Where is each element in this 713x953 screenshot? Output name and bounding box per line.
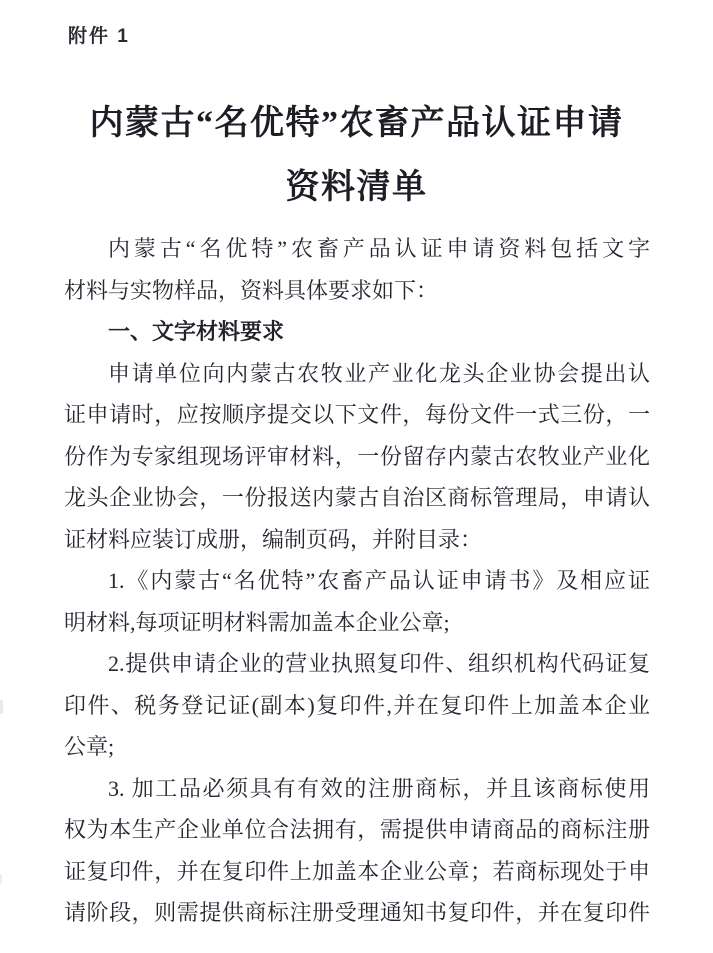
scan-artifact (0, 874, 2, 884)
scan-artifact (0, 700, 3, 714)
section-heading: 一、文字材料要求 (108, 319, 285, 344)
list-item-3-line: 请阶段，则需提供商标注册受理通知书复印件，并在复印件 (64, 900, 650, 925)
list-item-3-line: 权为本生产企业单位合法拥有，需提供申请商品的商标注册 (64, 817, 650, 842)
list-item-2-line: 公章; (64, 734, 115, 759)
intro-line: 内蒙古“名优特”农畜产品认证申请资料包括文字 (108, 236, 650, 261)
attachment-label: 附件 1 (68, 26, 130, 47)
body-line: 证材料应装订成册，编制页码，并附目录： (64, 526, 483, 552)
body-line: 龙头企业协会，一份报送内蒙古自治区商标管理局，申请认 (64, 485, 650, 510)
body-line: 申请单位向内蒙古农牧业产业化龙头企业协会提出认 (108, 360, 650, 386)
list-item-1-line: 1.《内蒙古“名优特”农畜产品认证申请书》及相应证 (108, 568, 650, 593)
body-line: 证申请时，应按顺序提交以下文件，每份文件一式三份，一 (64, 402, 650, 427)
document-title-line-1: 内蒙古“名优特”农畜产品认证申请 (89, 105, 624, 142)
list-item-3-line: 3. 加工品必须具有有效的注册商标，并且该商标使用 (108, 775, 650, 801)
document-title-line-2: 资料清单 (285, 169, 428, 206)
intro-line: 材料与实物样品，资料具体要求如下： (64, 277, 439, 303)
document-body (64, 228, 650, 934)
list-item-3-line: 证复印件，并在复印件上加盖本企业公章；若商标现处于申 (64, 858, 650, 884)
body-line: 份作为专家组现场评审材料，一份留存内蒙古农牧业产业化 (64, 443, 650, 469)
document-title (0, 92, 713, 220)
list-item-2-line: 印件、税务登记证(副本)复印件,并在复印件上加盖本企业 (64, 692, 650, 718)
list-item-1-line: 明材料,每项证明材料需加盖本企业公章; (64, 609, 450, 635)
list-item-2-line: 2.提供申请企业的营业执照复印件、组织机构代码证复 (108, 651, 650, 676)
